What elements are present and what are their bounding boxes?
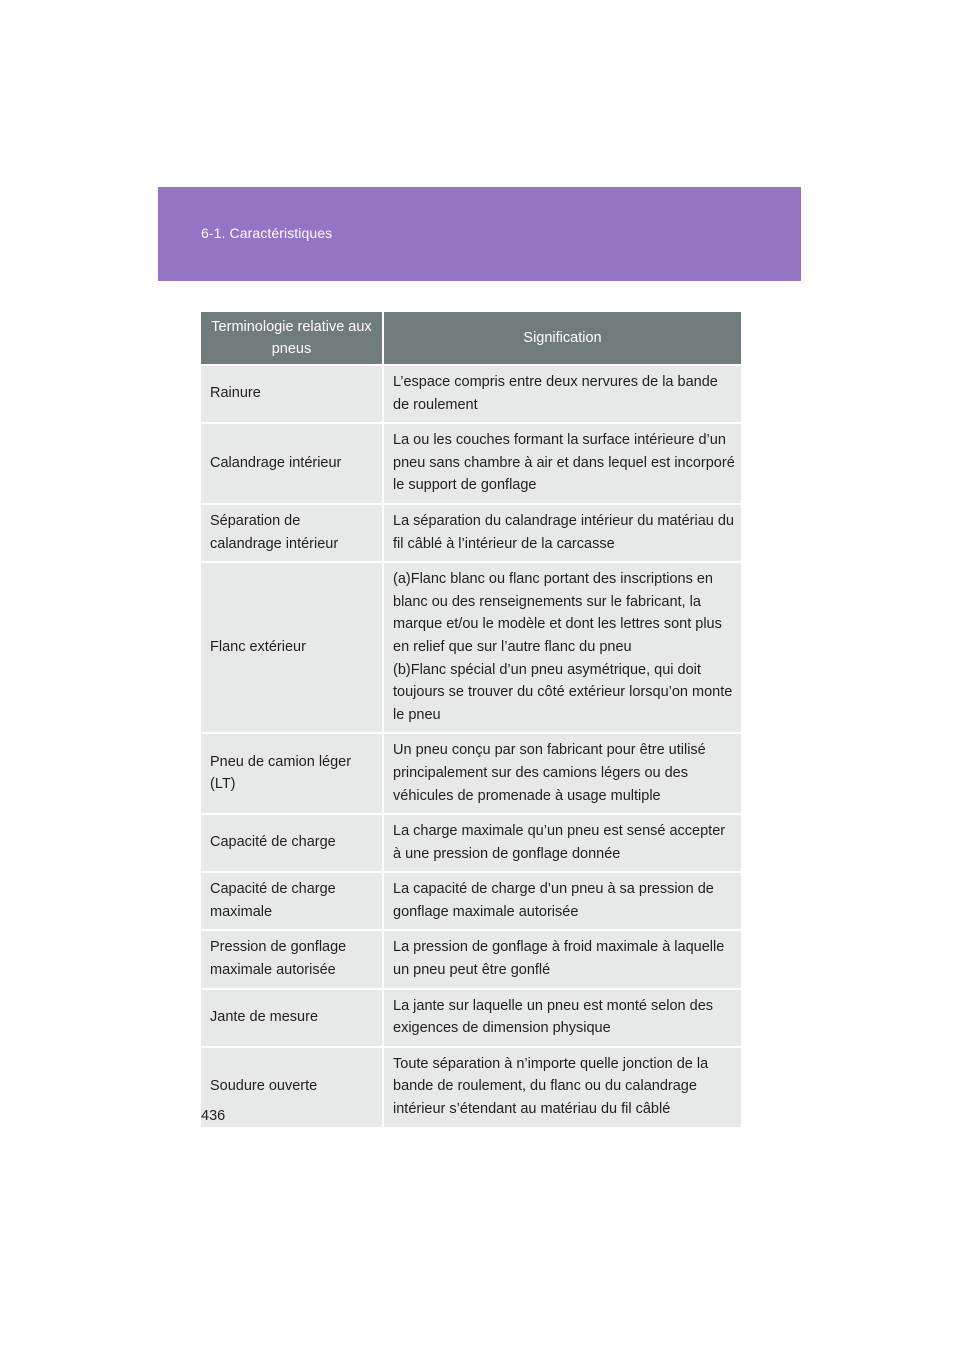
table-row bbox=[201, 989, 741, 1047]
meaning-cell bbox=[383, 733, 741, 814]
term-cell: Capacité de charge maximale bbox=[201, 872, 383, 930]
term-cell: Pression de gonflage maximale autorisée bbox=[201, 930, 383, 988]
meaning-cell bbox=[383, 814, 741, 872]
term-cell: Pneu de camion léger (LT) bbox=[201, 733, 383, 814]
term-cell: Capacité de charge bbox=[201, 814, 383, 872]
page-number: 436 bbox=[201, 1108, 226, 1124]
term-cell: Séparation de calandrage intérieur bbox=[201, 504, 383, 562]
meaning-cell bbox=[383, 930, 741, 988]
meaning-cell bbox=[383, 562, 741, 733]
column-header-meaning: Signification bbox=[383, 312, 741, 365]
term-cell: Rainure bbox=[201, 365, 383, 423]
section-title: 6-1. Caractéristiques bbox=[201, 225, 333, 241]
table-row bbox=[201, 423, 741, 504]
meaning-cell bbox=[383, 1047, 741, 1127]
meaning-paragraph: (a)Flanc blanc ou flanc portant des inscriptions en blanc ou des renseignements sur le fabricant, la marque et/ou le modèle et dont les lettres sont plus en relief que sur l’autre flanc du pneu bbox=[393, 571, 722, 655]
term-cell: Jante de mesure bbox=[201, 989, 383, 1047]
table-row bbox=[201, 930, 741, 988]
table-row bbox=[201, 1047, 741, 1127]
tire-terminology-table bbox=[201, 312, 741, 1127]
table-body bbox=[201, 365, 741, 1127]
column-header-term: Terminologie relative aux pneus bbox=[201, 312, 383, 365]
meaning-paragraph: (b)Flanc spécial d’un pneu asymétrique, qui doit toujours se trouver du côté extérieur lorsqu’on monte le pneu bbox=[393, 661, 733, 723]
meaning-paragraph: L’espace compris entre deux nervures de la bande de roulement bbox=[393, 374, 718, 413]
meaning-cell bbox=[383, 365, 741, 423]
meaning-cell bbox=[383, 504, 741, 562]
meaning-paragraph: Toute séparation à n’importe quelle jonction de la bande de roulement, du flanc ou du calandrage intérieur s’étendant au matériau du fil câblé bbox=[393, 1055, 709, 1118]
table-row bbox=[201, 562, 741, 733]
meaning-cell bbox=[383, 423, 741, 504]
meaning-paragraph: La séparation du calandrage intérieur du matériau du fil câblé à l’intérieur de la carcasse bbox=[393, 512, 734, 552]
term-cell: Flanc extérieur bbox=[201, 562, 383, 733]
meaning-paragraph: Un pneu conçu par son fabricant pour être utilisé principalement sur des camions légers ou des véhicules de promenade à usage multiple bbox=[393, 742, 706, 804]
table-row bbox=[201, 814, 741, 872]
term-cell: Soudure ouverte bbox=[201, 1047, 383, 1127]
table-row bbox=[201, 733, 741, 814]
table-header-row bbox=[201, 312, 741, 365]
meaning-paragraph: La ou les couches formant la surface intérieure d’un pneu sans chambre à air et dans lequel est incorporé le support de gonflage bbox=[393, 432, 735, 494]
section-header-band bbox=[158, 187, 801, 281]
meaning-cell bbox=[383, 989, 741, 1047]
meaning-paragraph: La pression de gonflage à froid maximale à laquelle un pneu peut être gonflé bbox=[393, 939, 725, 979]
term-cell: Calandrage intérieur bbox=[201, 423, 383, 504]
table-row bbox=[201, 872, 741, 930]
meaning-paragraph: La jante sur laquelle un pneu est monté selon des exigences de dimension physique bbox=[393, 997, 714, 1037]
meaning-paragraph: La charge maximale qu’un pneu est sensé accepter à une pression de gonflage donnée bbox=[393, 823, 726, 862]
table-row bbox=[201, 504, 741, 562]
table-row bbox=[201, 365, 741, 423]
meaning-paragraph: La capacité de charge d’un pneu à sa pression de gonflage maximale autorisée bbox=[393, 881, 714, 920]
meaning-cell bbox=[383, 872, 741, 930]
